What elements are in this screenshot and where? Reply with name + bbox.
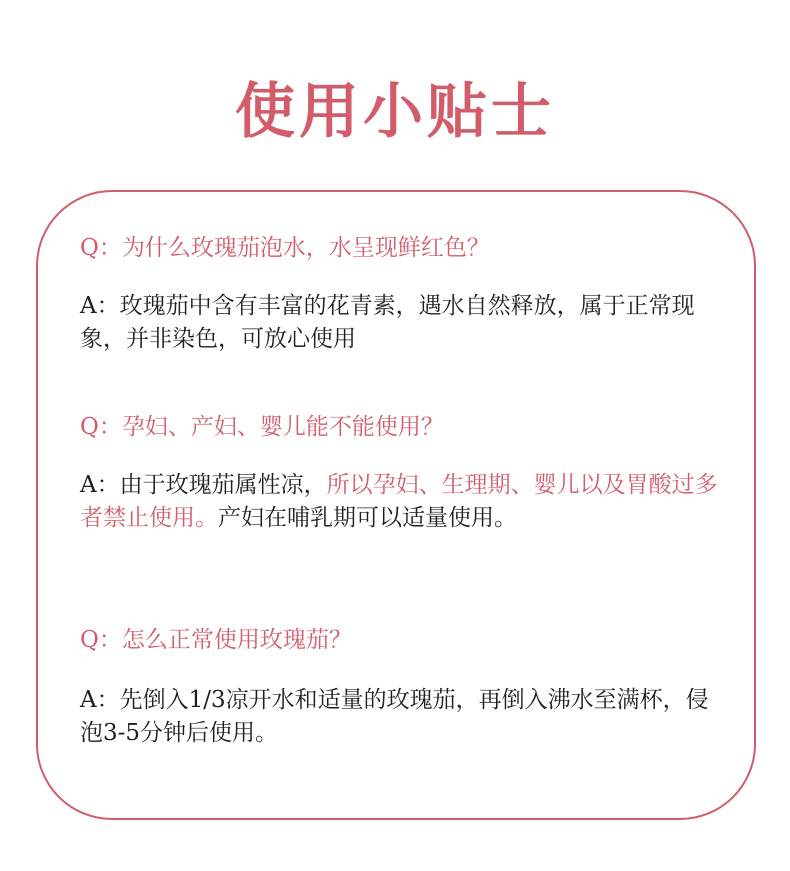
faq-question-2: Q：孕妇、产妇、婴儿能不能使用？ xyxy=(80,414,444,440)
faq-answer-2-part-1: A：由于玫瑰茄属性凉， xyxy=(80,472,327,498)
faq-answer-1: A：玫瑰茄中含有丰富的花青素，遇水自然释放，属于正常现象，并非染色，可放心使用 xyxy=(80,293,695,352)
faq-question-3: Q：怎么正常使用玫瑰茄？ xyxy=(80,627,352,653)
page-title: 使用小贴士 xyxy=(235,77,555,147)
faq-question-1: Q：为什么玫瑰茄泡水，水呈现鲜红色？ xyxy=(80,235,490,261)
faq-answer-3: A：先倒入1/3凉开水和适量的玫瑰茄，再倒入沸水至满杯，侵泡3-5分钟后使用。 xyxy=(80,687,709,746)
faq-answer-2-part-2: 产妇在哺乳期可以适量使用。 xyxy=(218,505,517,531)
faq-answer-2 xyxy=(80,469,720,535)
faq-answer-2-highlight: 所以孕妇、生理期、婴儿以及胃酸过多者禁止使用。 xyxy=(80,472,718,531)
